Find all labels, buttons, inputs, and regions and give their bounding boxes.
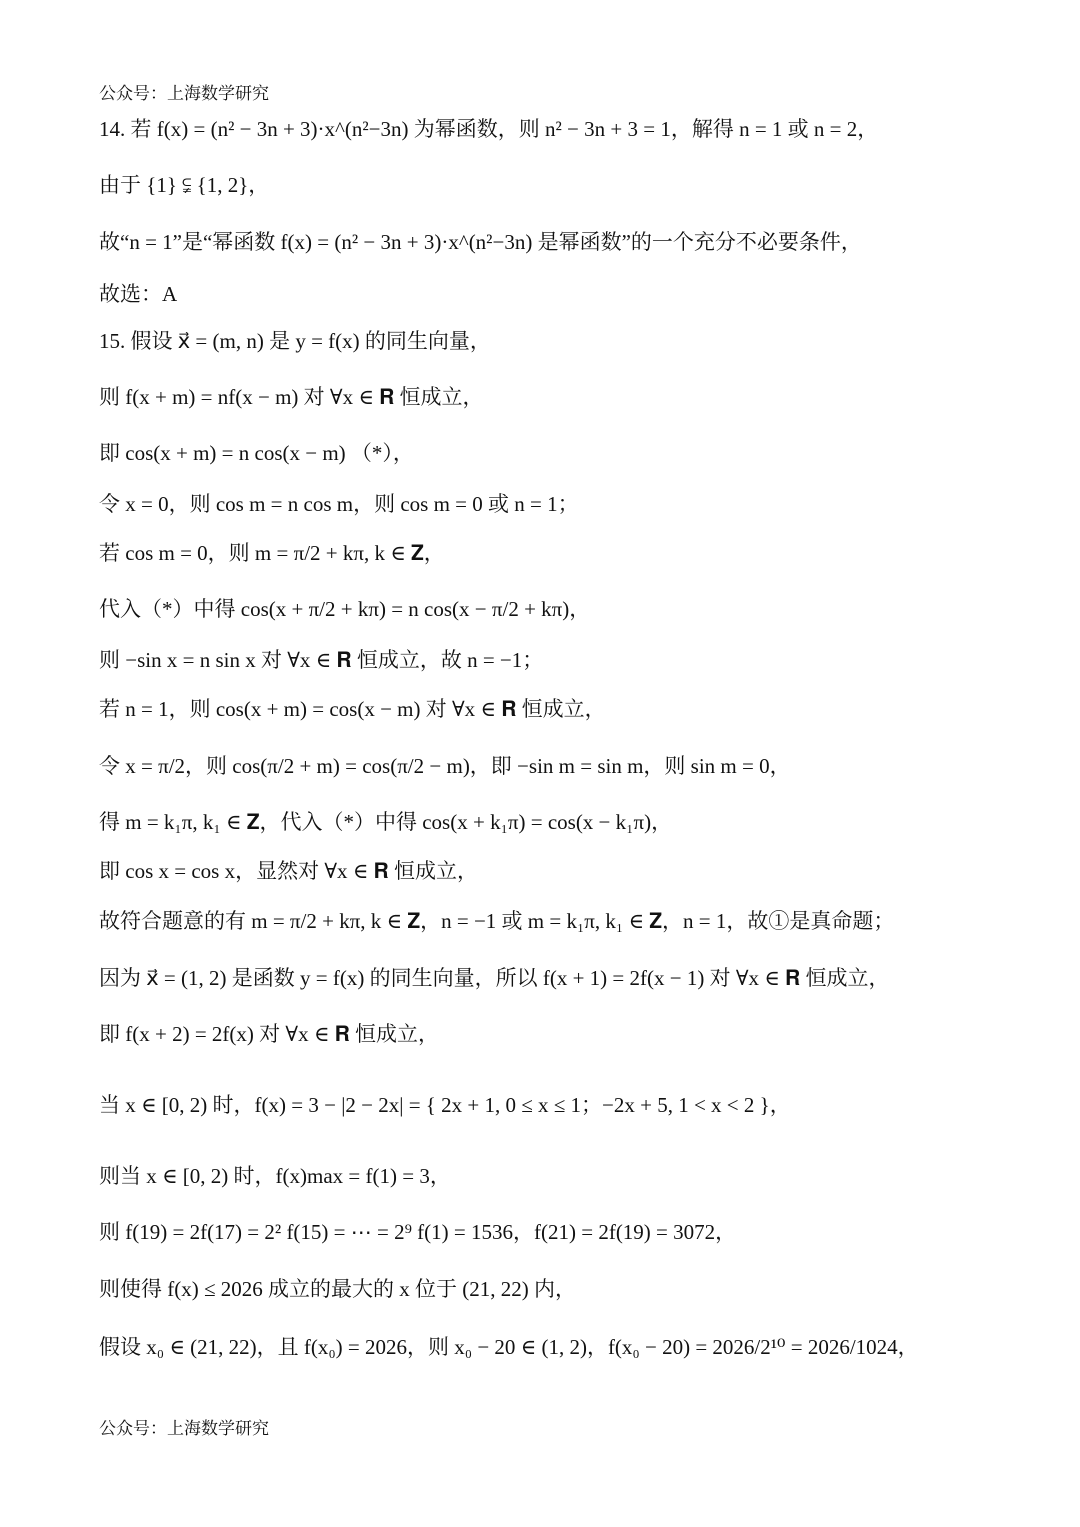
line-15-identity: 则 f(x + m) = nf(x − m) 对 ∀x ∈ 𝐑 恒成立， <box>99 385 484 409</box>
line-15-max: 则当 x ∈ [0, 2) 时，f(x)max = f(1) = 3， <box>99 1164 451 1188</box>
line-15-assume: 15. 假设 x⃗ = (m, n) 是 y = f(x) 的同生向量， <box>99 329 491 353</box>
line-15-max-x-range: 则使得 f(x) ≤ 2026 成立的最大的 x 位于 (21, 22) 内， <box>99 1277 576 1301</box>
line-15-let-x-pi2: 令 x = π/2，则 cos(π/2 + m) = cos(π/2 − m)，即 −sin m = sin m，则 sin m = 0， <box>99 754 791 778</box>
line-15-vector-12: 因为 x⃗ = (1, 2) 是函数 y = f(x) 的同生向量，所以 f(x + 1) = 2f(x − 1) 对 ∀x ∈ 𝐑 恒成立， <box>99 966 890 990</box>
line-15-assume-x0: 假设 x₀ ∈ (21, 22)，且 f(x₀) = 2026，则 x₀ − 20 ∈ (1, 2)，f(x₀ − 20) = 2026/2¹⁰ = 2026/1024， <box>99 1335 919 1359</box>
line-14-conclusion: 故“n = 1”是“幂函数 f(x) = (n² − 3n + 3)·x^(n²−3n) 是幂函数”的一个充分不必要条件， <box>99 230 862 254</box>
line-15-period-relation: 即 f(x + 2) = 2f(x) 对 ∀x ∈ 𝐑 恒成立， <box>99 1022 440 1046</box>
line-14-answer: 故选：A <box>99 282 178 306</box>
footer-watermark: 公众号：上海数学研究 <box>99 1419 269 1439</box>
line-15-conclusion-1: 故符合题意的有 m = π/2 + kπ, k ∈ 𝐙，n = −1 或 m = k₁π, k₁ ∈ 𝐙，n = 1，故①是真命题； <box>99 909 895 933</box>
line-15-cosx: 即 cos x = cos x，显然对 ∀x ∈ 𝐑 恒成立， <box>99 859 478 883</box>
line-15-cosm-zero: 若 cos m = 0，则 m = π/2 + kπ, k ∈ 𝐙， <box>99 541 445 565</box>
line-15-substitute: 代入（*）中得 cos(x + π/2 + kπ) = n cos(x − π/2 + kπ)， <box>99 597 591 621</box>
line-15-let-x0: 令 x = 0，则 cos m = n cos m，则 cos m = 0 或 n = 1； <box>99 492 579 516</box>
line-15-n-one: 若 n = 1，则 cos(x + m) = cos(x − m) 对 ∀x ∈ 𝐑 恒成立， <box>99 697 606 721</box>
line-15-f19-f21: 则 f(19) = 2f(17) = 2² f(15) = ⋯ = 2⁹ f(1) = 1536，f(21) = 2f(19) = 3072， <box>99 1220 737 1244</box>
line-15-piecewise: 当 x ∈ [0, 2) 时，f(x) = 3 − |2 − 2x| = { 2x + 1, 0 ≤ x ≤ 1；−2x + 5, 1 < x < 2 }， <box>99 1093 791 1117</box>
line-15-n-minus-one: 则 −sin x = n sin x 对 ∀x ∈ 𝐑 恒成立，故 n = −1； <box>99 648 544 672</box>
header-watermark: 公众号：上海数学研究 <box>99 84 269 104</box>
line-15-m-k1pi: 得 m = k₁π, k₁ ∈ 𝐙，代入（*）中得 cos(x + k₁π) = cos(x − k₁π)， <box>99 810 673 834</box>
line-14-subset: 由于 {1} ⫋ {1, 2}， <box>99 173 270 197</box>
line-14-statement: 14. 若 f(x) = (n² − 3n + 3)·x^(n²−3n) 为幂函数，则 n² − 3n + 3 = 1，解得 n = 1 或 n = 2， <box>99 117 879 141</box>
line-15-cos-equation: 即 cos(x + m) = n cos(x − m) （*）， <box>99 441 414 465</box>
